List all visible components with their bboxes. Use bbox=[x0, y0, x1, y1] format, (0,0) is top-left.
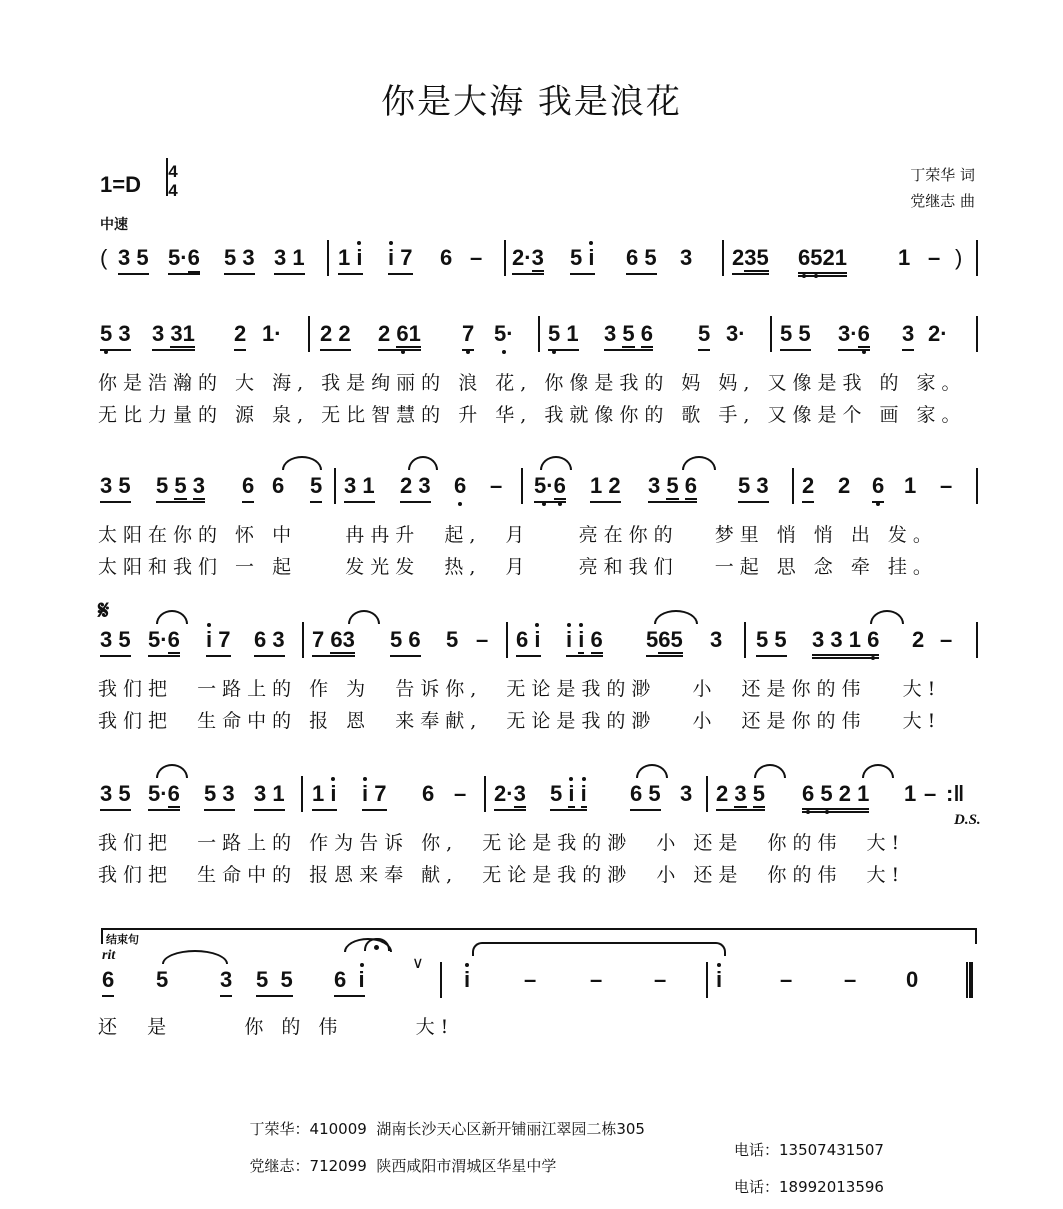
note: 5 bbox=[698, 320, 710, 351]
note: 7 bbox=[462, 320, 474, 351]
note: 2·3 bbox=[512, 244, 544, 275]
note: 1 2 bbox=[590, 472, 621, 503]
note: 235 bbox=[732, 244, 769, 275]
staff-line-5 bbox=[0, 780, 1063, 820]
staff-line-4 bbox=[0, 626, 1063, 666]
staff-line-2 bbox=[0, 320, 1063, 360]
note: 3 bbox=[902, 320, 914, 351]
note: 5·6 bbox=[148, 626, 180, 657]
note: 5 5 bbox=[256, 966, 293, 997]
note: i bbox=[464, 967, 471, 992]
note: 6 bbox=[242, 472, 254, 503]
dash: – bbox=[940, 473, 953, 498]
time-signature-bottom: 4 bbox=[168, 181, 178, 200]
note: 3 5 bbox=[118, 244, 149, 275]
note: 3 bbox=[220, 966, 232, 997]
note: 3 5 6 bbox=[604, 320, 653, 351]
breath-mark-icon: ∨ bbox=[412, 955, 424, 972]
note: 2 bbox=[838, 473, 851, 498]
song-title: 你是大海 我是浪花 bbox=[381, 82, 682, 122]
dash: – bbox=[470, 245, 483, 270]
dash: – bbox=[940, 627, 953, 652]
lyric-verse-2: 我们把 生命中的 报 恩 来奉献, 无论是我的渺 小 还是你的伟 大! bbox=[98, 710, 942, 732]
note: 6 bbox=[872, 472, 884, 503]
dash: – bbox=[476, 627, 489, 652]
note: 5 3 bbox=[100, 320, 131, 351]
note: 1 i bbox=[312, 780, 337, 811]
note: 6 5 2 1 bbox=[802, 780, 869, 813]
note: 5·6 bbox=[148, 780, 180, 811]
note: 2 bbox=[234, 320, 246, 351]
dash: – bbox=[590, 967, 603, 992]
note: 6521 bbox=[798, 244, 847, 277]
note: 6 bbox=[454, 473, 467, 498]
composer-address: 党继志：712099 陕西咸阳市渭城区华星中学 bbox=[249, 1157, 557, 1175]
note: i bbox=[716, 967, 723, 992]
note: i 7 bbox=[206, 626, 231, 657]
note: 5 5 bbox=[756, 626, 787, 657]
note: 5 3 bbox=[738, 472, 769, 503]
lyric-coda: 还 是 你 的 伟 大! bbox=[98, 1016, 455, 1038]
key-signature: 1=D bbox=[100, 172, 141, 197]
note: 6 i bbox=[516, 626, 541, 657]
rest: 0 bbox=[906, 967, 919, 992]
note: 3 5 bbox=[100, 626, 131, 657]
final-barline bbox=[966, 962, 973, 998]
staff-line-3 bbox=[0, 472, 1063, 512]
lyric-verse-2: 无比力量的 源 泉, 无比智慧的 升 华, 我就像你的 歌 手, 又像是个 画 家。 bbox=[98, 404, 967, 426]
dal-segno-marking: D.S. bbox=[954, 812, 981, 828]
composer-phone: 电话：18992013596 bbox=[734, 1178, 884, 1196]
note: 2 bbox=[802, 472, 814, 503]
note: 5 3 bbox=[204, 780, 235, 811]
note: 2 bbox=[912, 627, 925, 652]
note: 3· bbox=[726, 321, 746, 346]
note: 565 bbox=[646, 626, 683, 657]
lyricist-credit: 丁荣华 词 bbox=[910, 166, 975, 184]
note: ) bbox=[955, 245, 963, 270]
note: 6 3 bbox=[254, 626, 285, 657]
note: 2 61 bbox=[378, 320, 421, 351]
lyricist-address: 丁荣华：410009 湖南长沙天心区新开铺丽江翠园二栋305 bbox=[249, 1120, 645, 1138]
note: 2 3 bbox=[400, 472, 431, 503]
note: 3 bbox=[680, 781, 693, 806]
note: 3 1 bbox=[254, 780, 285, 811]
note: 5 bbox=[446, 627, 459, 652]
repeat-end-barline: :‖ bbox=[946, 781, 965, 806]
dash: – bbox=[654, 967, 667, 992]
lyric-verse-2: 太阳和我们 一 起 发光发 热, 月 亮和我们 一起 思 念 牵 挂。 bbox=[98, 556, 938, 578]
time-signature-top: 4 bbox=[168, 162, 178, 181]
dash: – bbox=[490, 473, 503, 498]
note: 5 5 bbox=[780, 320, 811, 351]
note: 5· bbox=[494, 321, 514, 346]
note: 7 63 bbox=[312, 626, 355, 657]
note: 5 bbox=[156, 967, 169, 992]
note: 6 bbox=[422, 781, 435, 806]
dash: – bbox=[928, 245, 941, 270]
note: 3 5 6 bbox=[648, 472, 697, 503]
note: i 7 bbox=[362, 780, 387, 811]
dash: – bbox=[780, 967, 793, 992]
note: 5·6 bbox=[534, 472, 566, 503]
note: 1 bbox=[898, 245, 911, 270]
credits bbox=[910, 162, 975, 214]
segno-icon: 𝄋 bbox=[98, 596, 110, 626]
note: i 7 bbox=[388, 244, 413, 275]
note: 5 i bbox=[570, 244, 595, 275]
note: 2 2 bbox=[320, 320, 351, 351]
dash: – bbox=[924, 781, 937, 806]
note: 6 bbox=[272, 473, 285, 498]
dash: – bbox=[454, 781, 467, 806]
note: 3 bbox=[710, 627, 723, 652]
composer-credit: 党继志 曲 bbox=[910, 192, 975, 210]
note: 1 bbox=[904, 781, 917, 806]
dash: – bbox=[844, 967, 857, 992]
note: 3 5 bbox=[100, 472, 131, 503]
note: 5 bbox=[310, 472, 322, 503]
tempo-marking: 中速 bbox=[100, 217, 128, 233]
lyric-verse-1: 我们把 一路上的 作为告诉 你, 无论是我的渺 小 还是 你的伟 大! bbox=[98, 832, 906, 854]
note: 2 3 5 bbox=[716, 780, 765, 811]
note: 2·3 bbox=[494, 780, 526, 811]
note: 5 3 bbox=[224, 244, 255, 275]
staff-line-1 bbox=[0, 244, 1063, 284]
note: 3 1 bbox=[274, 244, 305, 275]
note: 3 31 bbox=[152, 320, 195, 351]
note: 1 i bbox=[338, 244, 363, 275]
lyric-verse-1: 太阳在你的 怀 中 冉冉升 起, 月 亮在你的 梦里 悄 悄 出 发。 bbox=[98, 524, 938, 546]
note: 1 bbox=[904, 473, 917, 498]
note: 3 1 bbox=[344, 472, 375, 503]
note: i i 6 bbox=[566, 626, 603, 657]
note: 5 5 3 bbox=[156, 472, 205, 503]
lyricist-phone: 电话：13507431507 bbox=[734, 1141, 884, 1159]
note: 3 3 1 6 bbox=[812, 626, 879, 659]
ritardando-marking: rit bbox=[102, 948, 116, 963]
coda-label: 结束句 bbox=[106, 933, 139, 946]
note: 3 bbox=[680, 245, 693, 270]
note: 6 i bbox=[334, 966, 365, 997]
note: 6 bbox=[102, 966, 114, 997]
note: 2· bbox=[928, 321, 948, 346]
dash: – bbox=[524, 967, 537, 992]
note: 3·6 bbox=[838, 320, 870, 351]
time-signature bbox=[166, 162, 180, 200]
note: 5·6 bbox=[168, 244, 200, 275]
note: ( bbox=[100, 245, 108, 270]
note: 3 5 bbox=[100, 780, 131, 811]
note: 6 5 bbox=[630, 780, 661, 811]
lyric-verse-1: 我们把 一路上的 作 为 告诉你, 无论是我的渺 小 还是你的伟 大! bbox=[98, 678, 942, 700]
note: 6 5 bbox=[626, 244, 657, 275]
note: 5 1 bbox=[548, 320, 579, 351]
lyric-verse-1: 你是浩瀚的 大 海, 我是绚丽的 浪 花, 你像是我的 妈 妈, 又像是我 的 家。 bbox=[98, 372, 967, 394]
note: 6 bbox=[440, 245, 453, 270]
note: 5 6 bbox=[390, 626, 421, 657]
lyric-verse-2: 我们把 生命中的 报恩来奉 献, 无论是我的渺 小 还是 你的伟 大! bbox=[98, 864, 906, 886]
note: 5 i i bbox=[550, 780, 587, 811]
note: 1· bbox=[262, 321, 282, 346]
